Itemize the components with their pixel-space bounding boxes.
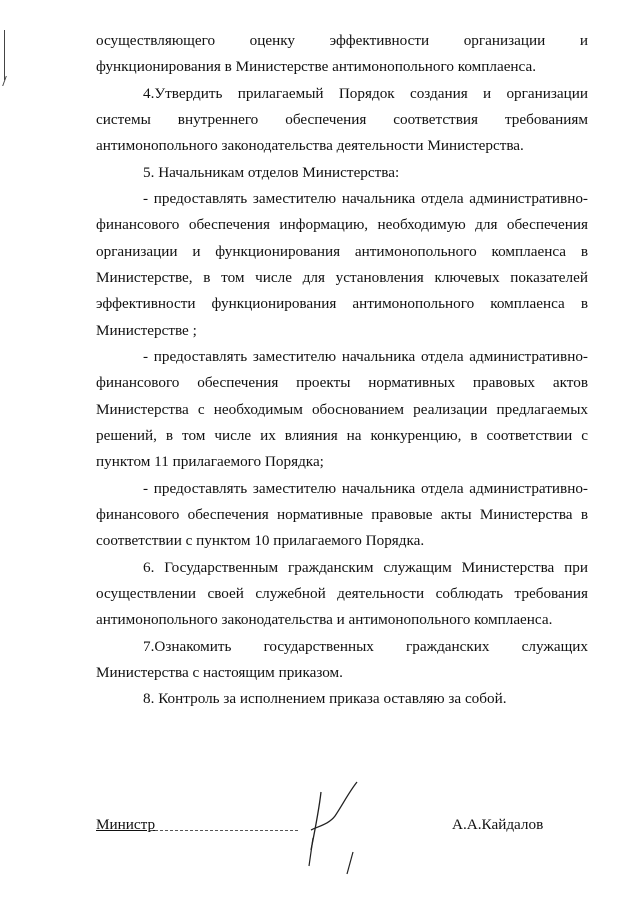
text-line: решений, в том числе их влияния на конкуренцию, в соответствии с	[96, 427, 588, 444]
text-line: пунктом 11 прилагаемого Порядка;	[96, 453, 324, 470]
text-line: финансового обеспечения информацию, необходимую для обеспечения	[96, 216, 588, 233]
signature-line	[150, 830, 298, 831]
text-line: системы внутреннего обеспечения соответствия требованиям	[96, 111, 588, 128]
signatory-title: Министр	[96, 816, 156, 833]
text-line: Министерстве, в том числе для установления ключевых показателей	[96, 269, 588, 286]
text-line: - предоставлять заместителю начальника отдела административно-	[143, 480, 588, 497]
text-line: 5. Начальникам отделов Министерства:	[143, 164, 400, 181]
text-line: финансового обеспечения проекты нормативных правовых актов	[96, 374, 588, 391]
text-line: - предоставлять заместителю начальника отдела административно-	[143, 190, 588, 207]
text-line: - предоставлять заместителю начальника отдела административно-	[143, 348, 588, 365]
text-line: эффективности функционирования антимонопольного комплаенса в	[96, 295, 588, 312]
text-line: 7.Ознакомить государственных гражданских служащих	[143, 638, 588, 655]
text-line: финансового обеспечения нормативные правовые акты Министерства в	[96, 506, 588, 523]
text-line: 4.Утвердить прилагаемый Порядок создания и организации	[143, 85, 588, 102]
text-line: 6. Государственным гражданским служащим Министерства при	[143, 559, 588, 576]
text-line: осуществлении своей служебной деятельности соблюдать требования	[96, 585, 588, 602]
text-line: антимонопольного законодательства и антимонопольного комплаенса.	[96, 611, 553, 628]
text-line: Министерства с необходимым обоснованием реализации предлагаемых	[96, 401, 588, 418]
text-line: соответствии с пунктом 10 прилагаемого Порядка.	[96, 532, 425, 549]
text-line: осуществляющего оценку эффективности организации и	[96, 32, 588, 49]
margin-mark	[4, 30, 5, 80]
signatory-name: А.А.Кайдалов	[452, 816, 544, 833]
handwritten-signature	[285, 770, 385, 880]
text-line: антимонопольного законодательства деятельности Министерства.	[96, 137, 524, 154]
text-line: Министерства с настоящим приказом.	[96, 664, 343, 681]
text-line: организации и функционирования антимонопольного комплаенса в	[96, 243, 588, 260]
text-line: функционирования в Министерстве антимонопольного комплаенса.	[96, 58, 537, 75]
text-line: 8. Контроль за исполнением приказа оставляю за собой.	[143, 690, 507, 707]
text-line: Министерстве ;	[96, 322, 197, 339]
